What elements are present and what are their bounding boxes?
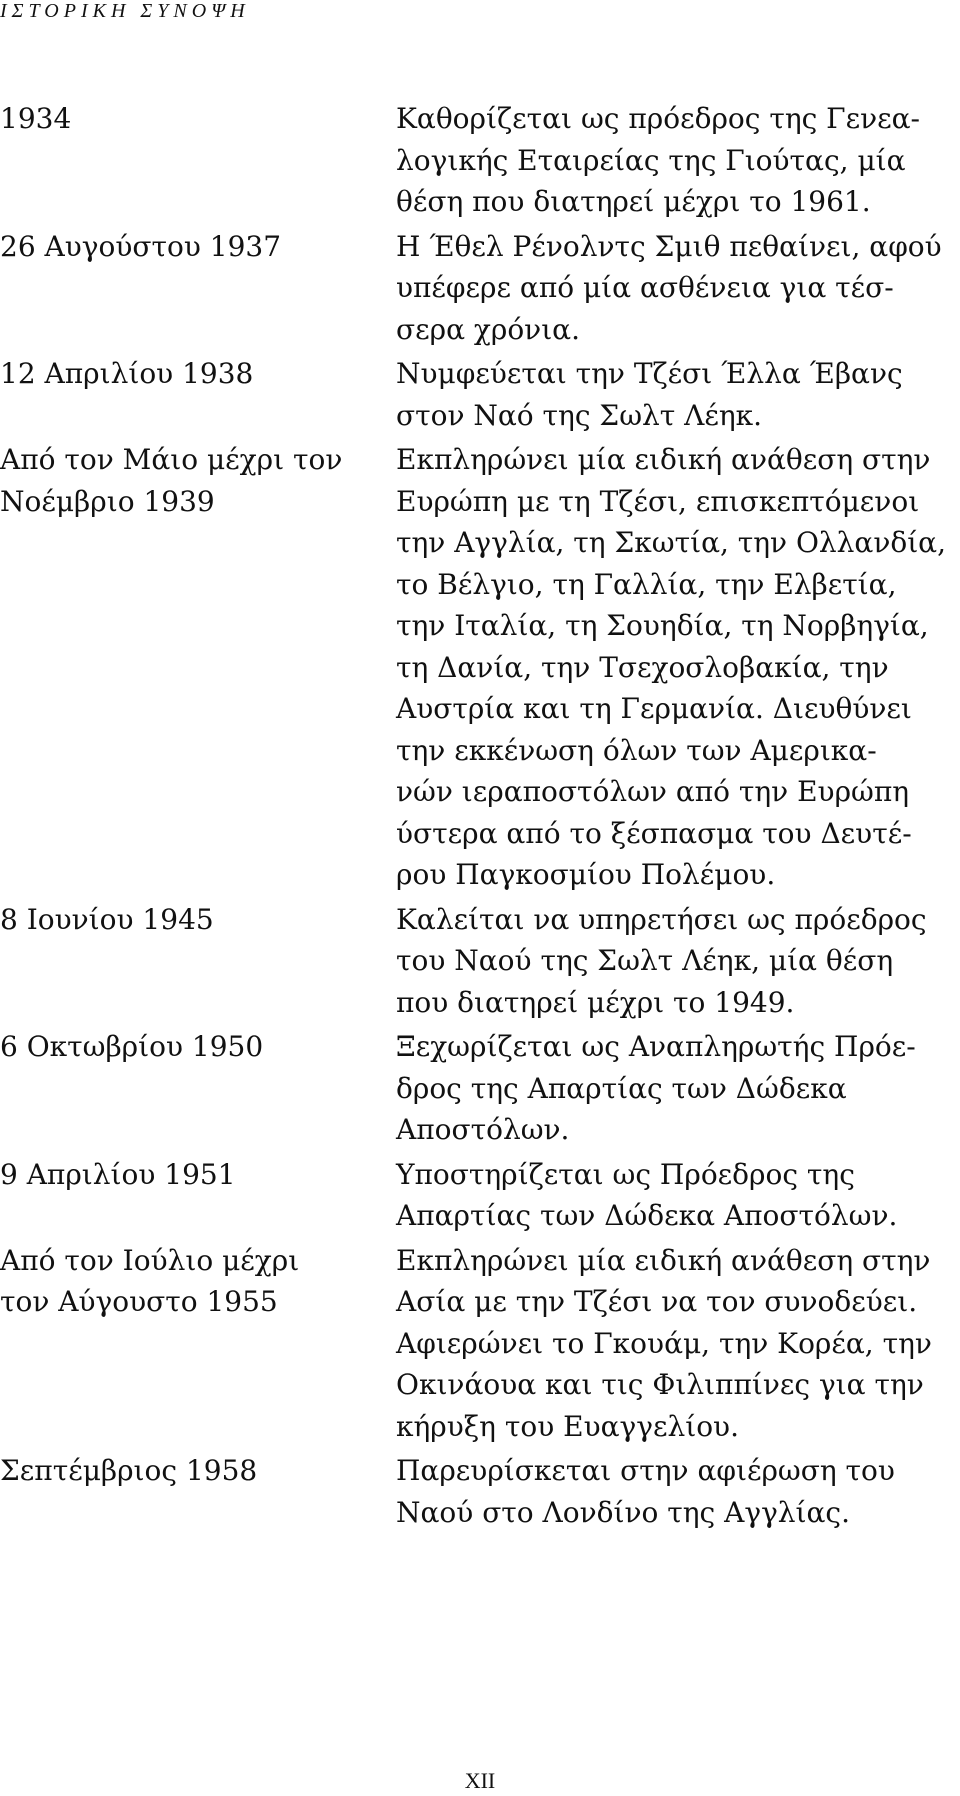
chronology-entry <box>0 1240 960 1448</box>
chronology-entry <box>0 353 960 436</box>
entry-date: 1934 <box>0 102 72 135</box>
entry-description: Εκπληρώνει μία ειδική ανάθεση στην Ασία με την Τζέσι να τον συνοδεύει. Αφιερώνει το Γκουάμ, την Κορέα, την Οκινάουα και τις Φιλιππίνες για την κήρυξη του Ευαγγελίου. <box>396 1243 932 1443</box>
entry-date: 8 Ιουνίου 1945 <box>0 902 214 936</box>
chronology-entry <box>0 98 960 223</box>
entry-date: Σεπτέμβριος 1958 <box>0 1454 258 1487</box>
page-number: XII <box>464 1768 496 1793</box>
entry-date: 12 Απριλίου 1938 <box>0 357 254 390</box>
chronology-entry <box>0 226 960 351</box>
entry-date: 9 Απριλίου 1951 <box>0 1157 236 1191</box>
entry-date: 6 Οκτωβρίου 1950 <box>0 1030 264 1063</box>
entry-description: Νυμφεύεται την Τζέσι Έλλα Έβανς στον Ναό της Σωλτ Λέηκ. <box>396 357 903 432</box>
entry-description: Καλείται να υπηρετήσει ως πρόεδρος του Ναού της Σωλτ Λέηκ, μία θέση που διατηρεί μέχρι το 1949. <box>396 902 927 1019</box>
entry-description: Ξεχωρίζεται ως Αναπληρωτής Πρόε- δρος της Απαρτίας των Δώδεκα Αποστόλων. <box>396 1030 916 1146</box>
entry-description: Εκπληρώνει μία ειδική ανάθεση στην Ευρώπη με τη Τζέσι, επισκεπτόμενοι την Αγγλία, τη Σκωτία, την Ολλανδία, το Βέλγιο, τη Γαλλία, την Ελβετία, την Ιταλία, τη Σουηδία, τη Νορβηγία, τη Δανία, την Τσεχοσλοβακία, την Αυστρία και τη Γερμανία. Διευθύνει την εκκένωση όλων των Αμερικα- νών ιεραποστόλων από την Ευρώπη ύστερα από το ξέσπασμα του Δευτέ- ρου Παγκοσμίου Πολέμου. <box>396 443 946 891</box>
entry-date: Από τον Ιούλιο μέχρι τον Αύγουστο 1955 <box>0 1243 300 1318</box>
running-header: ΙΣΤΟΡΙΚΗ ΣΥΝΟΨΗ <box>0 0 250 22</box>
entry-date: 26 Αυγούστου 1937 <box>0 229 282 263</box>
chronology-entry <box>0 899 960 1024</box>
chronology-entry <box>0 1026 960 1151</box>
chronology-entry <box>0 1154 960 1237</box>
entry-description: Η Έθελ Ρένολντς Σμιθ πεθαίνει, αφού υπέφερε από μία ασθένεια για τέσ- σερα χρόνια. <box>396 229 942 346</box>
entry-description: Καθορίζεται ως πρόεδρος της Γενεα- λογικής Εταιρείας της Γιούτας, μία θέση που διατηρεί μέχρι το 1961. <box>396 102 921 218</box>
chronology-entry <box>0 439 960 896</box>
entry-description: Παρευρίσκεται στην αφιέρωση του Ναού στο Λονδίνο της Αγγλίας. <box>396 1454 895 1529</box>
entry-description: Υποστηρίζεται ως Πρόεδρος της Απαρτίας των Δώδεκα Αποστόλων. <box>396 1157 898 1232</box>
chronology-list <box>0 98 960 1536</box>
entry-date: Από τον Μάιο μέχρι τον Νοέμβριο 1939 <box>0 443 343 518</box>
chronology-entry <box>0 1450 960 1533</box>
